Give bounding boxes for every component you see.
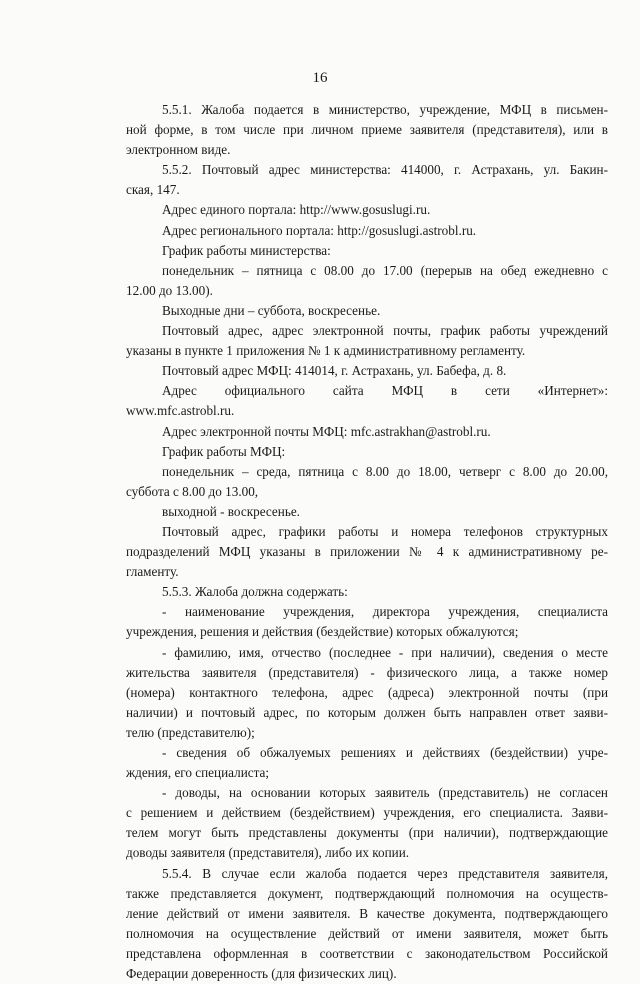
text-line: Почтовый адрес, адрес электронной почты, график работы учреждений bbox=[162, 323, 608, 339]
text-line: (номера) контактного телефона, адрес (адреса) электронной почты (при bbox=[126, 684, 608, 700]
document-body bbox=[126, 100, 608, 984]
text-line: ская, 147. bbox=[126, 182, 180, 198]
text-line: - сведения об обжалуемых решениях и действиях (бездействии) учре- bbox=[162, 745, 608, 760]
text-line: наличии) и почтовый адрес, по которым должен быть направлен ответ заяви- bbox=[126, 704, 608, 720]
text-line: электронном виде. bbox=[126, 142, 231, 158]
text-line: Адрес электронной почты МФЦ: mfc.astrakhan@astrobl.ru. bbox=[162, 423, 491, 439]
text-line: Почтовый адрес, графики работы и номера телефонов структурных bbox=[162, 523, 608, 539]
text-line: телю (представителю); bbox=[126, 724, 255, 740]
text-line: Почтовый адрес МФЦ: 414014, г. Астрахань, ул. Бабефа, д. 8. bbox=[162, 363, 507, 379]
text-line: гламенту. bbox=[126, 564, 179, 580]
text-line: 5.5.2. Почтовый адрес министерства: 414000, г. Астрахань, ул. Бакин- bbox=[162, 162, 608, 178]
text-line: подразделений МФЦ указаны в приложении № 4 к административному ре- bbox=[126, 544, 608, 560]
text-line: Адрес официального сайта МФЦ в сети «Интернет»: bbox=[162, 383, 608, 399]
text-line: ждения, его специалиста; bbox=[126, 765, 270, 781]
text-line: - наименование учреждения, директора учреждения, специалиста bbox=[162, 604, 608, 620]
text-line: с решением и действием (бездействием) учреждения, его специалиста. Заяви- bbox=[126, 805, 608, 821]
page-number: 16 bbox=[312, 70, 328, 86]
text-line: телем могут быть представлены документы (при наличии), подтверждающие bbox=[126, 825, 608, 841]
text-line: 5.5.3. Жалоба должна содержать: bbox=[162, 584, 348, 600]
text-line: жительства заявителя (представителя) - физического лица, а также номер bbox=[126, 664, 608, 680]
text-line: учреждения, решения и действия (бездействие) которых обжалуются; bbox=[126, 624, 519, 640]
text-line: понедельник – среда, пятница с 8.00 до 18.00, четверг с 8.00 до 20.00, bbox=[162, 463, 608, 479]
text-line: Адрес регионального портала: http://gosuslugi.astrobl.ru. bbox=[162, 222, 477, 238]
text-line: Выходные дни – суббота, воскресенье. bbox=[162, 302, 381, 318]
text-line: суббота с 8.00 до 13.00, bbox=[126, 483, 259, 499]
text-line: представлена оформленная в соответствии с законодательством Российской bbox=[126, 945, 608, 961]
text-line: ной форме, в том числе при личном приеме заявителя (представителя), или в bbox=[126, 122, 608, 138]
text-line: Адрес единого портала: http://www.gosuslugi.ru. bbox=[162, 202, 431, 218]
text-line: также представляется документ, подтверждающий полномочия на осуществ- bbox=[126, 885, 608, 901]
text-line: 12.00 до 13.00). bbox=[126, 282, 213, 298]
text-line: выходной - воскресенье. bbox=[162, 503, 300, 519]
text-line: 5.5.1. Жалоба подается в министерство, учреждение, МФЦ в письмен- bbox=[162, 102, 608, 117]
text-line: 5.5.4. В случае если жалоба подается через представителя заявителя, bbox=[162, 865, 608, 881]
text-line: ление действий от имени заявителя. В качестве документа, подтверждающего bbox=[126, 905, 608, 921]
text-line: указаны в пункте 1 приложения № 1 к административному регламенту. bbox=[126, 343, 526, 359]
text-line: www.mfc.astrobl.ru. bbox=[126, 403, 235, 419]
text-line: - доводы, на основании которых заявитель (представитель) не согласен bbox=[162, 785, 608, 801]
text-line: График работы МФЦ: bbox=[162, 443, 286, 459]
text-line: доводы заявителя (представителя), либо их копии. bbox=[126, 845, 410, 861]
text-line: полномочия на осуществление действий от имени заявителя, может быть bbox=[126, 925, 608, 941]
text-line: понедельник – пятница с 08.00 до 17.00 (перерыв на обед ежедневно с bbox=[162, 262, 608, 278]
text-line: - фамилию, имя, отчество (последнее - при наличии), сведения о месте bbox=[162, 644, 608, 660]
text-line: Федерации доверенность (для физических лиц). bbox=[126, 966, 397, 982]
text-line: График работы министерства: bbox=[162, 242, 331, 258]
